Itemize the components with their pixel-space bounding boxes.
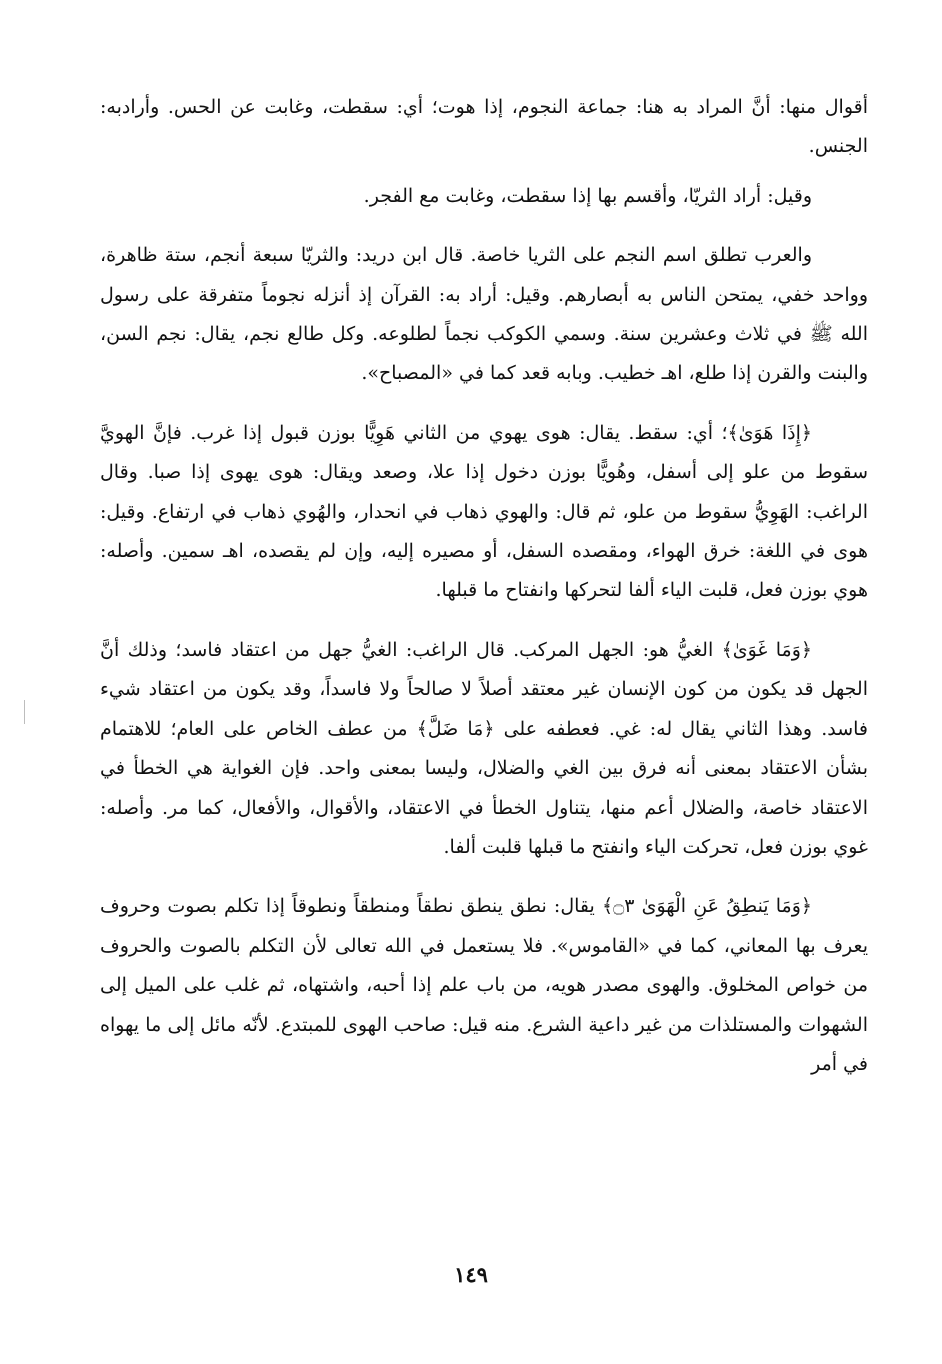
scan-edge-mark: [24, 700, 25, 724]
page-number: ١٤٩: [454, 1262, 488, 1287]
paragraph-2: وقيل: أراد الثريّا، وأقسم بها إذا سقطت، وغابت مع الفجر.: [363, 184, 812, 207]
page-body: [100, 88, 868, 1084]
paragraph-3: والعرب تطلق اسم النجم على الثريا خاصة. قال ابن دريد: والثريّا سبعة أنجم، ستة ظاهرة، وواحد خفي، يمتحن الناس به أبصارهم. وقيل: أراد به: القرآن إذ أنزله نجوماً متفرقة على رسول الله ﷺ في ثلاث وعشرين سنة. وسمي الكوكب نجماً لطلوعه. وكل طالع نجم، يقال: نجم السن، والبنت والقرن إذا طلع، اهـ خطيب. وبابه قعد كما في «المصباح».: [100, 244, 868, 385]
paragraph-1: أقوال منها: أنَّ المراد به هنا: جماعة النجوم، إذا هوت؛ أي: سقطت، وغابت عن الحس. وأرادبه: الجنس.: [100, 96, 868, 158]
paragraph-6: ﴿وَمَا يَنطِقُ عَنِ الْهَوَىٰ ۝٣﴾ يقال: نطق ينطق نطقاً ومنطقاً ونطوقاً إذا تكلم بصوت وحروف يعرف بها المعاني، كما في «القاموس». فلا يستعمل في الله تعالى لأن التكلم بالصوت والحروف من خواص المخلوق. والهوى مصدر هويه، من باب علم إذا أحبه، واشتهاه، ثم غلب على الميل إلى الشهوات والمستلذات من غير داعية الشرع. منه قيل: صاحب الهوى للمبتدع. لأنّه مائل إلى ما يهواه في أمر: [100, 895, 868, 1075]
paragraph-4: ﴿إِذَا هَوَىٰ﴾؛ أي: سقط. يقال: هوى يهوي من الثاني هَوِيًّا بوزن قبول إذا غرب. فإنَّ الهويَّ سقوط من علو إلى أسفل، وهُويًّا بوزن دخول إذا علا، وصعد ويقال: هوى يهوى إذا صبا. وقال الراغب: الهَوِيُّ سقوط من علو، ثم قال: والهوي ذهاب في انحدار، والهُوي ذهاب في ارتفاع. وقيل: هوى في اللغة: خرق الهواء، ومقصده السفل، أو مصيره إليه، وإن لم يقصده، اهـ سمين. وأصله: هوي بوزن فعل، قلبت الياء ألفا لتحركها وانفتاح ما قبلها.: [100, 421, 869, 602]
paragraph-5: ﴿وَمَا غَوَىٰ﴾ الغيُّ هو: الجهل المركب. قال الراغب: الغيُّ جهل من اعتقاد فاسد؛ وذلك أنَّ الجهل قد يكون من كون الإنسان غير معتقد أصلاً لا صالحاً ولا فاسداً، وقد يكون من اعتقاد شيء فاسد. وهذا الثاني يقال له: غي. فعطفه على ﴿مَا ضَلَّ﴾ من عطف الخاص على العام؛ للاهتمام بشأن الاعتقاد بمعنى أنه فرق بين الغي والضلال، وليسا بمعنى واحد. فإن الغواية هي الخطأ في الاعتقاد خاصة، والضلال أعم منها، يتناول الخطأ في الاعتقاد، والأقوال، والأفعال، كما مر. وأصله: غوي بوزن فعل، تحركت الياء وانفتح ما قبلها قلبت ألفا.: [100, 638, 868, 858]
